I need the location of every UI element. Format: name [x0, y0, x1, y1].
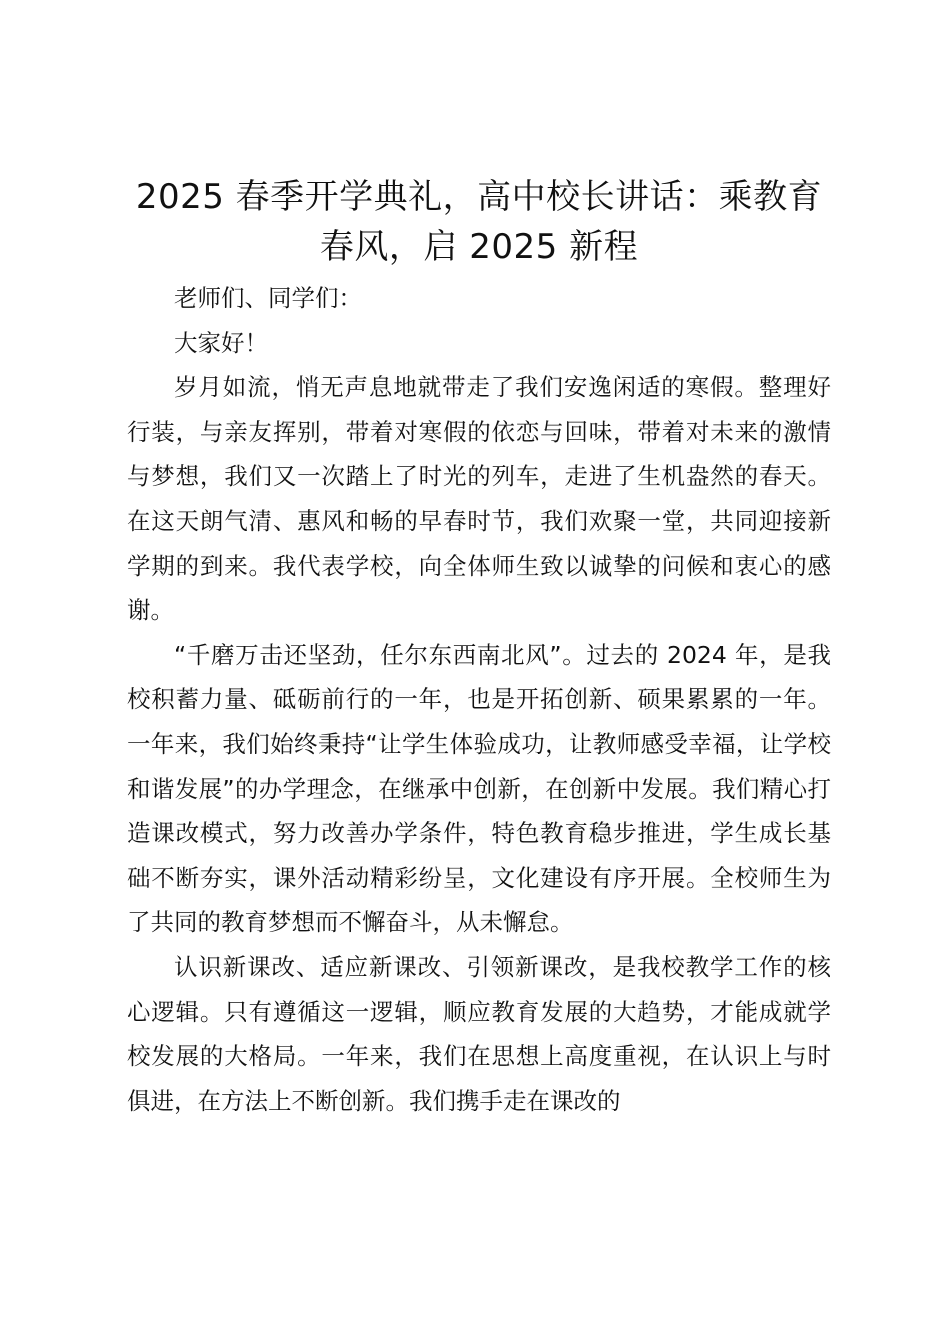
paragraph: “千磨万击还坚劲，任尔东西南北风”。过去的 2024 年，是我校积蓄力量、砥砺前行的一年，也是开拓创新、硕果累累的一年。一年来，我们始终秉持“让学生体验成功，让教师感受幸福，让学校和谐发展”的办学理念，在继承中创新，在创新中发展。我们精心打造课改模式，努力改善办学条件，特色教育稳步推进，学生成长基础不断夯实，课外活动精彩纷呈，文化建设有序开展。全校师生为了共同的教育梦想而不懈奋斗，从未懈怠。 [127, 640, 831, 937]
document-body [127, 276, 831, 1123]
greeting: 大家好！ [174, 328, 268, 357]
salutation: 老师们、同学们： [174, 284, 362, 312]
paragraph: 认识新课改、适应新课改、引领新课改，是我校教学工作的核心逻辑。只有遵循这一逻辑，顺应教育发展的大趋势，才能成就学校发展的大格局。一年来，我们在思想上高度重视，在认识上与时俱进，在方法上不断创新。我们携手走在课改的 [127, 952, 831, 1115]
document-page [127, 172, 831, 1123]
document-title: 2025 春季开学典礼，高中校长讲话：乘教育春风，启 2025 新程 [135, 177, 823, 267]
paragraph: 岁月如流，悄无声息地就带走了我们安逸闲适的寒假。整理好行装，与亲友挥别，带着对寒假的依恋与回味，带着对未来的激情与梦想，我们又一次踏上了时光的列车，走进了生机盎然的春天。在这天朗气清、惠风和畅的早春时节，我们欢聚一堂，共同迎接新学期的到来。我代表学校，向全体师生致以诚挚的问候和衷心的感谢。 [127, 373, 831, 625]
